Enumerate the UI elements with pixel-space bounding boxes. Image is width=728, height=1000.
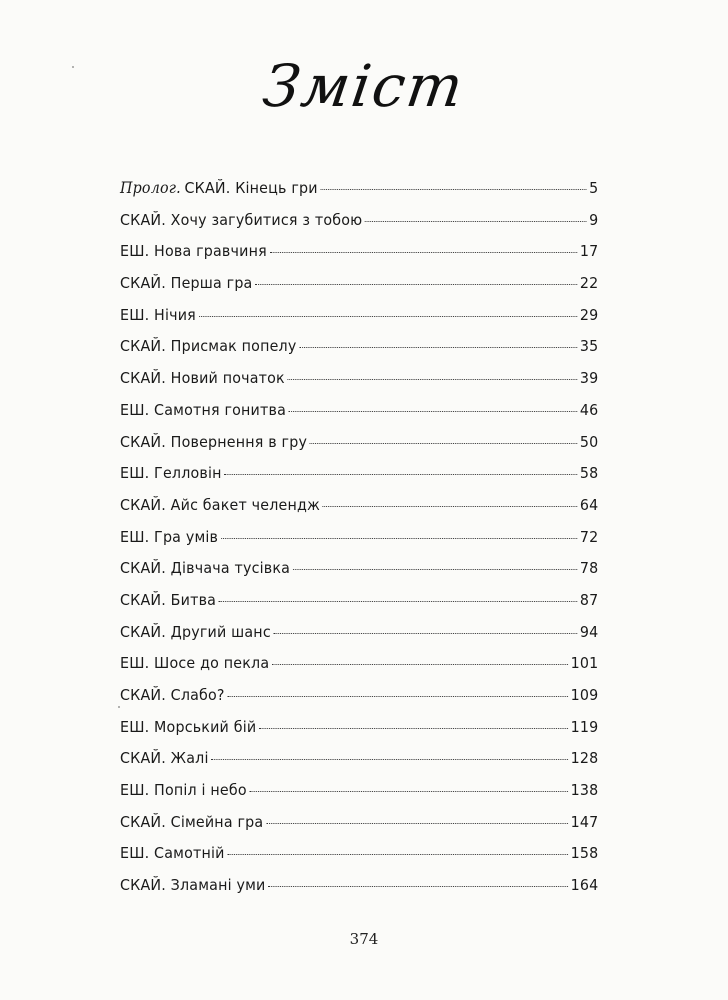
toc-entry	[120, 496, 598, 528]
dot-leader	[272, 664, 568, 665]
toc-entry-label: СКАЙ. Перша гра	[120, 274, 253, 293]
toc-entry	[120, 401, 598, 433]
toc-entry	[120, 559, 598, 591]
dot-leader	[310, 443, 577, 444]
toc-entry-label: ЕШ. Самотня гонитва	[120, 400, 287, 419]
dot-leader	[255, 284, 577, 285]
toc-entry-label: СКАЙ. Повернення в гру	[120, 432, 308, 451]
toc-entry	[120, 813, 598, 845]
toc-entry-page: 9	[589, 210, 599, 229]
toc-entry	[120, 274, 598, 306]
toc-entry-title	[120, 749, 209, 767]
toc-entry-page: 94	[579, 622, 599, 641]
toc-entry-label: СКАЙ. Слабо?	[120, 686, 225, 704]
dot-leader	[289, 411, 577, 412]
toc-entry-title	[120, 369, 285, 387]
toc-entry-title	[120, 179, 318, 197]
toc-entry	[120, 464, 598, 496]
toc-entry-title	[120, 591, 216, 609]
toc-entry-label: СКАЙ. Присмак попелу	[120, 337, 297, 356]
toc-entry-label: ЕШ. Нова гравчиня	[120, 242, 267, 261]
toc-entry	[120, 749, 598, 781]
toc-entry-title	[120, 686, 225, 704]
toc-entry	[120, 718, 598, 750]
toc-entry-page: 22	[579, 274, 599, 293]
toc-entry-label: ЕШ. Шосе до пекла	[120, 654, 270, 673]
toc-entry-title	[120, 654, 269, 672]
page-title: Зміст	[259, 52, 469, 120]
dot-leader	[224, 474, 577, 475]
toc-entry-title	[120, 242, 267, 260]
toc-entry-page: 164	[570, 876, 599, 895]
toc-entry	[120, 369, 598, 401]
toc-entry	[120, 686, 598, 718]
toc-entry-title	[120, 781, 247, 799]
toc-entry-title	[120, 306, 196, 324]
toc-entry	[120, 211, 598, 243]
toc-entry-page: 50	[579, 432, 599, 451]
toc-entry-label: СКАЙ. Кінець гри	[184, 179, 318, 197]
toc-entry-label: СКАЙ. Зламані уми	[120, 876, 266, 895]
toc-entry	[120, 844, 598, 876]
toc-entry-title	[120, 274, 252, 292]
toc-entry-label: ЕШ. Нічия	[120, 305, 196, 324]
dot-leader	[268, 886, 568, 887]
toc-entry-page: 35	[579, 337, 599, 356]
toc-entry	[120, 433, 598, 465]
toc-entry	[120, 654, 598, 686]
toc-entry-label: СКАЙ. Хочу загубитися з тобою	[120, 210, 363, 229]
toc-entry	[120, 179, 598, 211]
toc-entry-page: 101	[570, 654, 599, 673]
dot-leader	[270, 252, 577, 253]
toc-entry-page: 109	[570, 686, 599, 704]
dot-leader	[250, 791, 568, 792]
toc-entry-title	[120, 464, 222, 482]
toc-entry-title	[120, 559, 290, 577]
toc-entry-label: СКАЙ. Дівчача тусівка	[120, 559, 291, 578]
dot-leader	[259, 728, 568, 729]
dot-leader	[221, 538, 577, 539]
dot-leader	[288, 379, 578, 380]
toc-entry-label: СКАЙ. Айс бакет челендж	[120, 495, 321, 514]
dot-leader	[299, 347, 577, 348]
toc-entry	[120, 623, 598, 655]
toc-entry-label: СКАЙ. Жалі	[120, 749, 209, 768]
dot-leader	[365, 221, 586, 222]
toc-entry-title	[120, 623, 271, 641]
dot-leader	[227, 854, 568, 855]
toc-entry-title	[120, 876, 265, 894]
dot-leader	[199, 316, 577, 317]
toc-entry-page: 58	[579, 464, 599, 483]
dot-leader	[211, 759, 568, 760]
toc-entry	[120, 306, 598, 338]
toc-entry-page: 78	[579, 559, 599, 578]
dot-leader	[266, 823, 568, 824]
toc-entry	[120, 876, 598, 908]
toc-entry-label: СКАЙ. Сімейна гра	[120, 812, 264, 831]
toc-entry	[120, 591, 598, 623]
toc-entry-title	[120, 528, 218, 546]
toc-entry-page: 147	[570, 812, 599, 831]
toc-entry-title	[120, 401, 286, 419]
toc-entry-label: ЕШ. Самотній	[120, 844, 225, 863]
toc-entry-page: 46	[579, 400, 599, 419]
toc-entry-title	[120, 813, 263, 831]
toc-entry-page: 39	[579, 369, 599, 388]
toc-entry	[120, 781, 598, 813]
dot-leader	[274, 633, 578, 634]
toc-entry-page: 87	[579, 590, 599, 609]
toc-entry-label: ЕШ. Гра умів	[120, 527, 219, 546]
dot-leader	[320, 189, 586, 190]
table-of-contents	[120, 179, 598, 908]
page-number: 374	[349, 930, 379, 948]
toc-entry-label: ЕШ. Гелловін	[120, 464, 222, 483]
toc-entry-title	[120, 211, 362, 229]
toc-entry-label: СКАЙ. Битва	[120, 590, 217, 609]
toc-entry-label: СКАЙ. Новий початок	[120, 369, 285, 388]
toc-entry-page: 17	[579, 242, 599, 261]
toc-entry-page: 119	[570, 717, 599, 736]
toc-entry	[120, 528, 598, 560]
toc-entry-page: 158	[570, 844, 599, 863]
toc-entry-page: 128	[570, 749, 599, 768]
toc-entry-page: 138	[570, 781, 599, 800]
toc-entry-label: СКАЙ. Другий шанс	[120, 622, 271, 641]
toc-entry-page: 5	[589, 179, 599, 197]
toc-entry-title	[120, 337, 296, 355]
dot-leader	[227, 696, 567, 697]
dot-leader	[219, 601, 577, 602]
dot-leader	[293, 569, 577, 570]
toc-entry-page: 29	[579, 305, 599, 324]
toc-entry	[120, 337, 598, 369]
toc-entry-page: 72	[579, 527, 599, 546]
toc-entry-label: ЕШ. Морський бій	[120, 717, 257, 736]
toc-entry-title	[120, 496, 320, 514]
toc-entry-title	[120, 433, 307, 451]
dot-leader	[323, 506, 577, 507]
toc-entry-title	[120, 718, 256, 736]
toc-entry-label: ЕШ. Попіл і небо	[120, 781, 247, 800]
toc-entry-title	[120, 844, 225, 862]
toc-entry-page: 64	[579, 495, 599, 514]
toc-entry	[120, 242, 598, 274]
toc-entry-prefix: Пролог.	[120, 179, 181, 197]
